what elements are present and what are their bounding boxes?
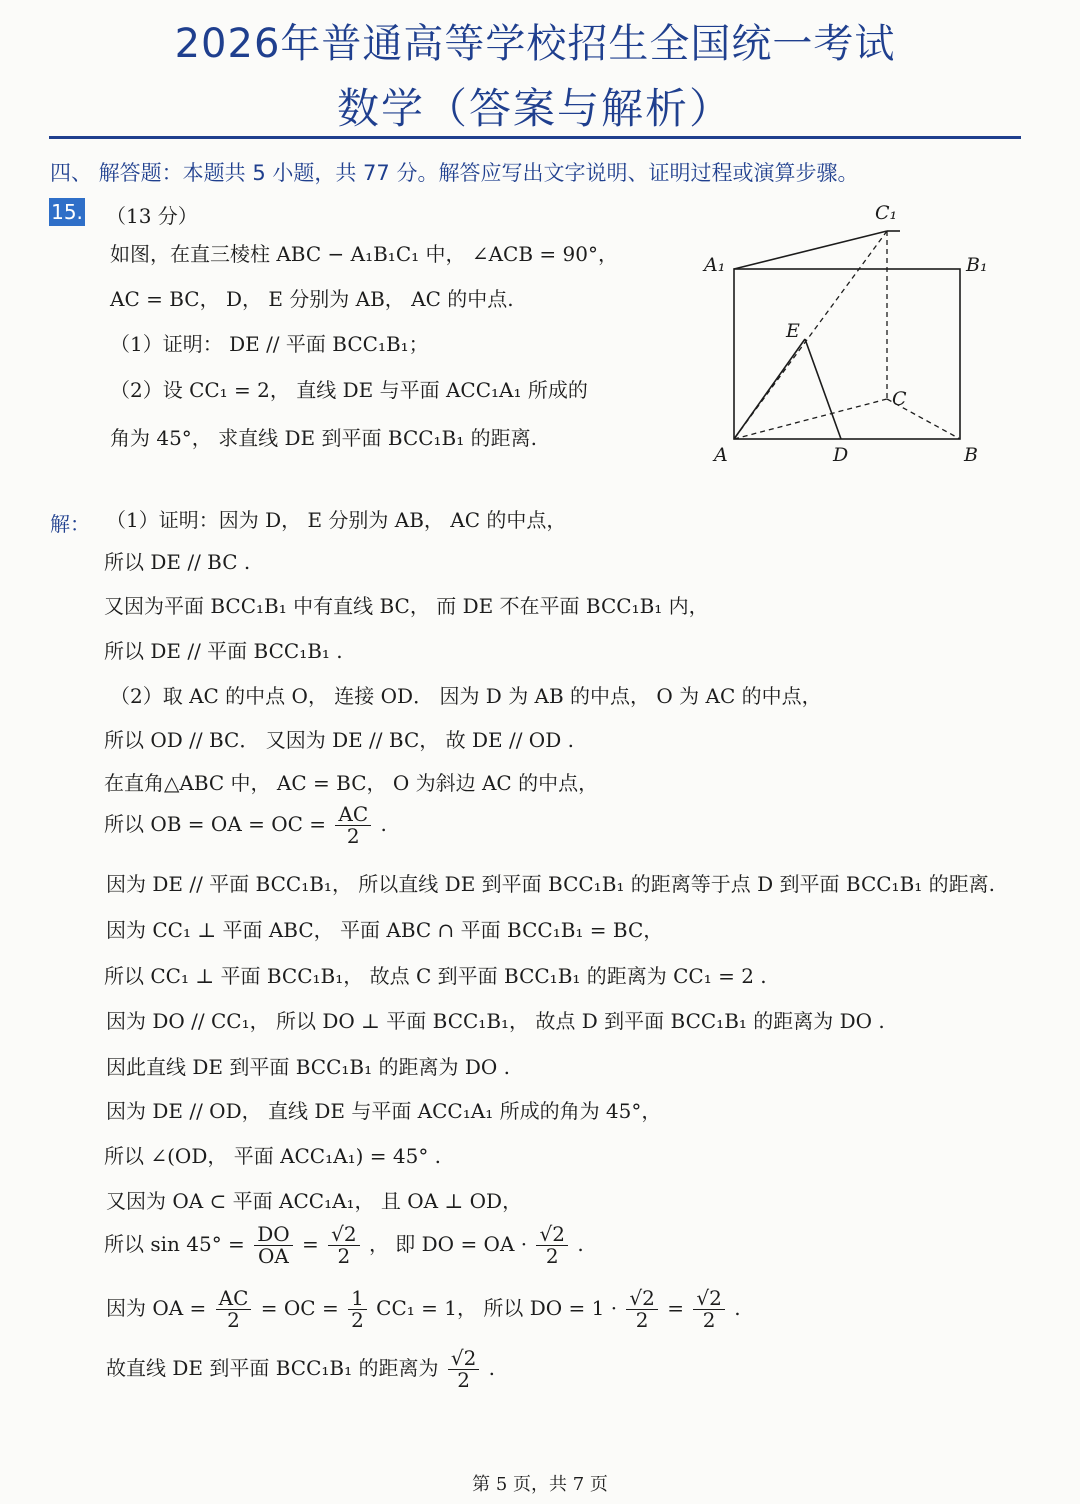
- fraction-denominator: 2: [351, 1308, 364, 1332]
- fraction: [328, 1224, 359, 1267]
- final-prefix: 故直线 DE 到平面 BCC₁B₁ 的距离为: [106, 1356, 439, 1380]
- fraction-denominator: 2: [545, 1244, 559, 1268]
- fraction-numerator: √2: [626, 1288, 657, 1310]
- fraction-numerator: √2: [693, 1288, 724, 1310]
- label-d: D: [833, 444, 849, 466]
- fraction-numerator: DO: [254, 1224, 292, 1246]
- segment-e-d: [805, 339, 841, 439]
- solution-line: 因为 DO // CC₁， 所以 DO ⊥ 平面 BCC₁B₁， 故点 D 到平面 BCC₁B₁ 的距离为 DO .: [106, 1009, 885, 1033]
- edge-a-c-hidden: [734, 399, 887, 439]
- equals: =: [667, 1296, 685, 1320]
- period: .: [488, 1356, 496, 1380]
- fraction: [626, 1288, 657, 1331]
- label-b1: B₁: [966, 254, 988, 276]
- oa-middle-2: CC₁ = 1， 所以 DO = 1 ·: [376, 1296, 618, 1320]
- edge-a1-c1: [734, 231, 887, 269]
- fraction-denominator: 2: [635, 1308, 649, 1332]
- solution-label: 解：: [50, 512, 90, 536]
- question-score: （13 分）: [106, 204, 198, 228]
- solution-line: 所以 CC₁ ⊥ 平面 BCC₁B₁， 故点 C 到平面 BCC₁B₁ 的距离为 CC₁ = 2 .: [104, 964, 767, 988]
- label-c1: C₁: [875, 202, 898, 224]
- solution-line: 在直角△ABC 中， AC = BC， O 为斜边 AC 的中点，: [104, 771, 599, 795]
- header-divider: [49, 136, 1021, 139]
- fraction: [448, 1348, 479, 1391]
- solution-line: 因此直线 DE 到平面 BCC₁B₁ 的距离为 DO .: [106, 1055, 510, 1079]
- label-a: A: [714, 444, 728, 466]
- fraction-denominator: 2: [227, 1308, 240, 1332]
- solution-line-sin: [104, 1224, 584, 1267]
- fraction-denominator: 2: [457, 1368, 470, 1392]
- segment-a-e: [734, 339, 805, 439]
- fraction-denominator: 2: [346, 824, 360, 848]
- fraction: [254, 1224, 292, 1267]
- solution-line: 所以 ∠(OD， 平面 ACC₁A₁) = 45° .: [104, 1144, 442, 1168]
- question-line: 角为 45°， 求直线 DE 到平面 BCC₁B₁ 的距离.: [110, 426, 537, 450]
- fraction: [216, 1288, 252, 1331]
- solution-line: 又因为平面 BCC₁B₁ 中有直线 BC， 而 DE 不在平面 BCC₁B₁ 内，: [104, 594, 709, 618]
- solution-line-ob: [104, 804, 387, 847]
- page-footer: 第 5 页，共 7 页: [472, 1474, 608, 1495]
- solution-line: （2）取 AC 的中点 O， 连接 OD． 因为 D 为 AB 的中点， O 为 AC 的中点，: [110, 684, 822, 708]
- solution-line: （1）证明：因为 D， E 分别为 AB， AC 的中点，: [106, 508, 567, 532]
- section-heading: 四、 解答题：本题共 5 小题，共 77 分。解答应写出文字说明、证明过程或演算步骤。: [50, 161, 859, 185]
- solution-line: 所以 DE // 平面 BCC₁B₁ .: [104, 639, 343, 663]
- label-c: C: [892, 388, 907, 410]
- period: .: [577, 1232, 584, 1256]
- solution-line-oa: [106, 1288, 741, 1331]
- fraction-numerator: √2: [448, 1348, 479, 1370]
- equals: =: [301, 1232, 319, 1256]
- prism-figure: [690, 195, 1010, 475]
- question-line: AC = BC， D， E 分别为 AB， AC 的中点.: [110, 287, 514, 311]
- period: .: [734, 1296, 741, 1320]
- label-b: B: [964, 444, 978, 466]
- fraction-numerator: AC: [335, 804, 371, 826]
- question-line: 如图，在直三棱柱 ABC − A₁B₁C₁ 中， ∠ACB = 90°，: [110, 242, 618, 266]
- fraction: [693, 1288, 724, 1331]
- fraction-denominator: 2: [702, 1308, 716, 1332]
- fraction-numerator: AC: [216, 1288, 252, 1310]
- solution-line: 因为 DE // OD， 直线 DE 与平面 ACC₁A₁ 所成的角为 45°，: [106, 1099, 662, 1123]
- sin-middle: ， 即 DO = OA ·: [368, 1232, 528, 1256]
- fraction-denominator: 2: [337, 1244, 351, 1268]
- solution-line: 又因为 OA ⊂ 平面 ACC₁A₁， 且 OA ⊥ OD，: [106, 1189, 523, 1213]
- fraction-numerator: √2: [536, 1224, 567, 1246]
- solution-line: 所以 OD // BC． 又因为 DE // BC， 故 DE // OD .: [104, 728, 574, 752]
- fraction-denominator: OA: [257, 1244, 289, 1268]
- fraction: [536, 1224, 567, 1267]
- prism-face: [734, 269, 960, 439]
- solution-line: 因为 CC₁ ⊥ 平面 ABC， 平面 ABC ∩ 平面 BCC₁B₁ = BC，: [106, 918, 664, 942]
- fraction-numerator: √2: [328, 1224, 359, 1246]
- label-e: E: [786, 320, 800, 342]
- fraction: [335, 804, 371, 847]
- question-line: （2）设 CC₁ = 2， 直线 DE 与平面 ACC₁A₁ 所成的: [110, 378, 588, 402]
- solution-line-final: [106, 1348, 495, 1391]
- question-line: （1）证明： DE // 平面 BCC₁B₁；: [110, 332, 429, 356]
- label-a1: A₁: [704, 254, 726, 276]
- period: .: [380, 812, 387, 836]
- sin-prefix: 所以 sin 45° =: [104, 1232, 245, 1256]
- oa-prefix: 因为 OA =: [106, 1296, 207, 1320]
- fraction-numerator: 1: [348, 1288, 367, 1310]
- fraction: [348, 1288, 367, 1331]
- exam-title: 2026年普通高等学校招生全国统一考试: [174, 21, 896, 67]
- oa-middle-1: = OC =: [260, 1296, 339, 1320]
- solution-line: 因为 DE // 平面 BCC₁B₁， 所以直线 DE 到平面 BCC₁B₁ 的距离等于点 D 到平面 BCC₁B₁ 的距离.: [106, 872, 996, 896]
- exam-subtitle: 数学（答案与解析）: [336, 84, 733, 133]
- solution-line: 所以 DE // BC .: [104, 550, 251, 574]
- ob-prefix: 所以 OB = OA = OC =: [104, 812, 327, 836]
- question-number-badge: 15.: [49, 198, 85, 226]
